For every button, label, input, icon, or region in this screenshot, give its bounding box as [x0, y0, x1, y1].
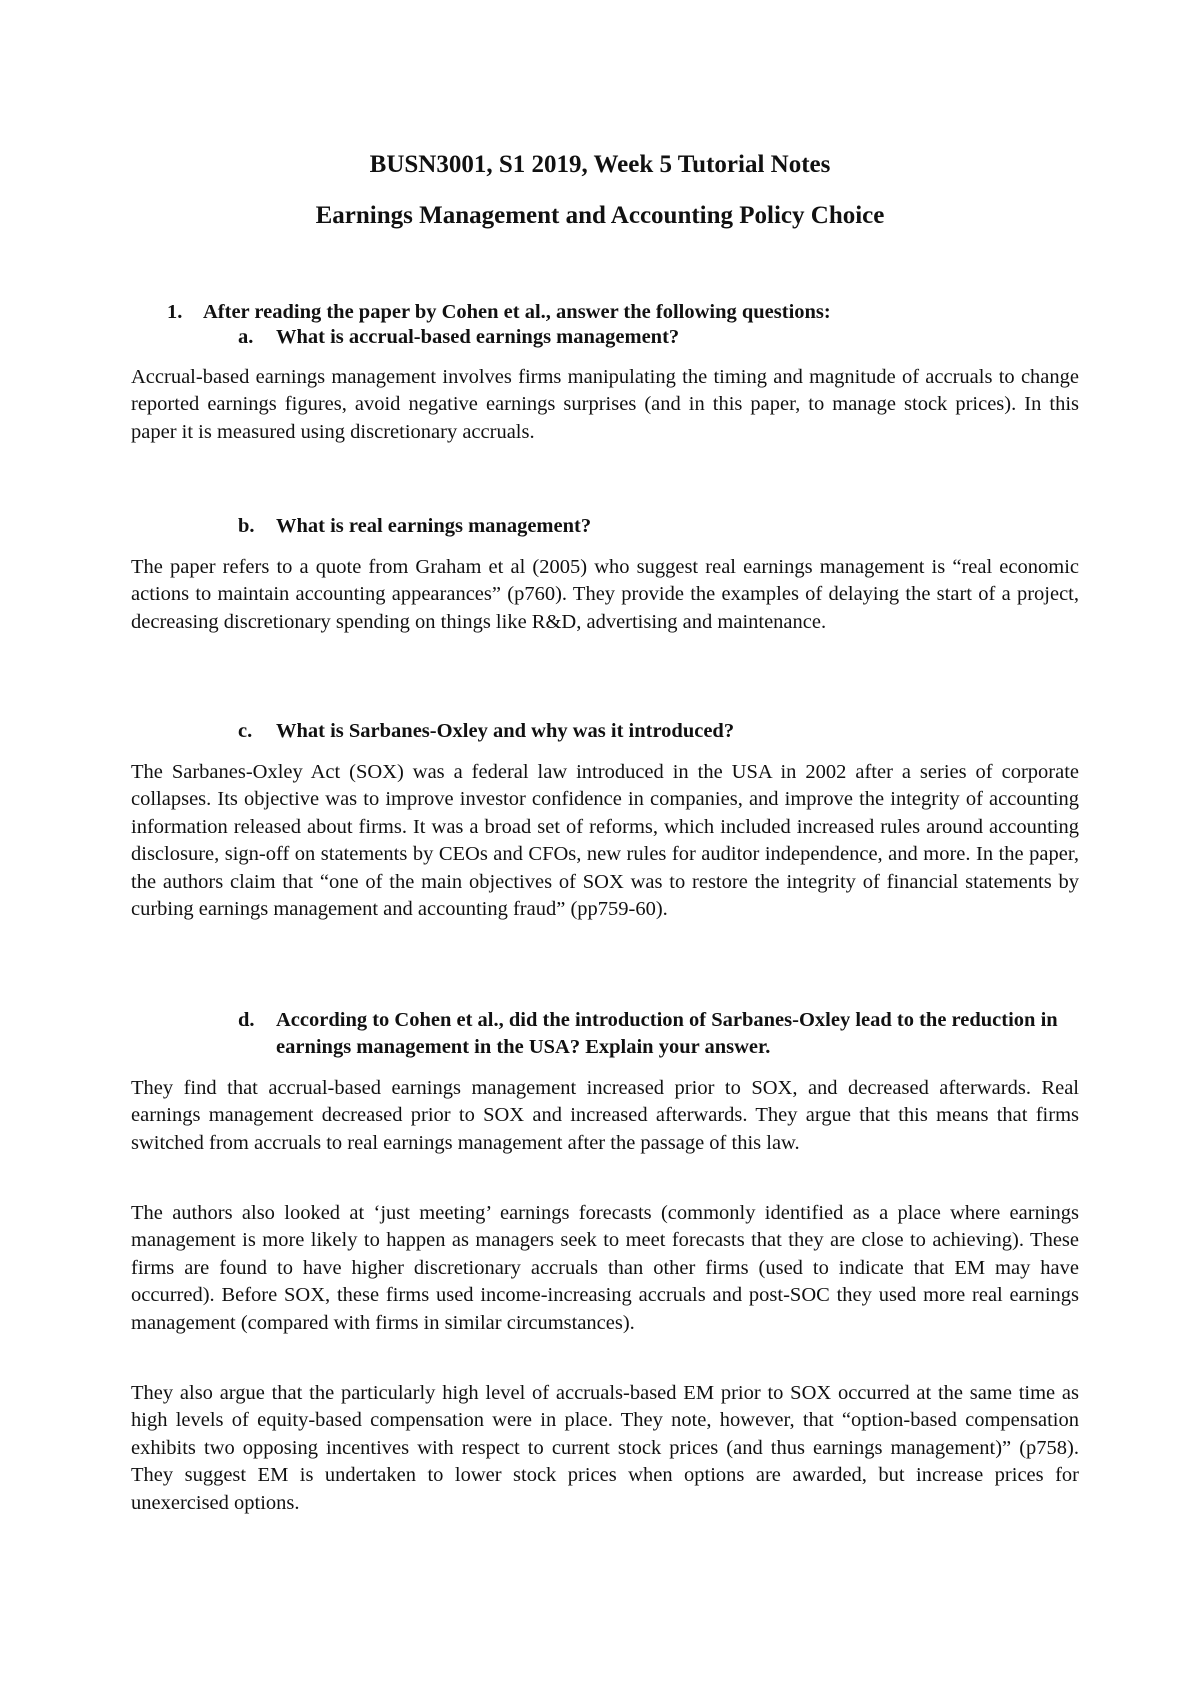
answer-b-paragraph-1: The paper refers to a quote from Graham et al (2005) who suggest real earnings management is “real economic actions to maintain accounting appearances” (p760). They provide the examples of delaying the start of a project, decreasing discretionary spending on things like R&D, advertising and maintenance. [131, 556, 1079, 633]
question-1 [167, 299, 831, 325]
document-title: BUSN3001, S1 2019, Week 5 Tutorial Notes [369, 151, 831, 178]
sub-question-d-letter: d. [238, 1009, 255, 1031]
question-1-number: 1. [167, 301, 183, 323]
document-subtitle: Earnings Management and Accounting Policy Choice [315, 202, 885, 229]
sub-question-c-text: What is Sarbanes-Oxley and why was it introduced? [276, 720, 735, 742]
answer-d-paragraph-1: They find that accrual-based earnings management increased prior to SOX, and decreased afterwards. Real earnings management decreased prior to SOX and increased afterwards. They argue that this means that firms switched from accruals to real earnings management after the passage of this law. [131, 1077, 1079, 1154]
sub-question-b-letter: b. [238, 515, 255, 537]
answer-a-paragraph-1: Accrual-based earnings management involves firms manipulating the timing and magnitude of accruals to change reported earnings figures, avoid negative earnings surprises (and in this paper, to manage stock prices). In this paper it is measured using discretionary accruals. [131, 366, 1079, 443]
sub-question-a [238, 324, 1078, 351]
sub-question-b [238, 513, 1078, 540]
sub-question-b-text: What is real earnings management? [276, 515, 592, 537]
answer-d-paragraph-2: The authors also looked at ‘just meeting’ earnings forecasts (commonly identified as a place where earnings management is more likely to happen as managers seek to meet forecasts that they are close to achieving). These firms are found to have higher discretionary accruals than other firms (used to indicate that EM may have occurred). Before SOX, these firms used income-increasing accruals and post-SOC they used more real earnings management (compared with firms in similar circumstances). [131, 1202, 1079, 1334]
answer-d-paragraph-3: They also argue that the particularly high level of accruals-based EM prior to SOX occurred at the same time as high levels of equity-based compensation were in place. They note, however, that “option-based compensation exhibits two opposing incentives with respect to current stock prices (and thus earnings management)” (p758). They suggest EM is undertaken to lower stock prices when options are awarded, but increase prices for unexercised options. [131, 1382, 1079, 1514]
question-1-text: After reading the paper by Cohen et al., answer the following questions: [203, 301, 831, 323]
sub-question-c-letter: c. [238, 720, 253, 742]
sub-question-a-text: What is accrual-based earnings management? [276, 326, 680, 348]
sub-question-d-text: According to Cohen et al., did the introduction of Sarbanes-Oxley lead to the reduction in earnings management in the USA? Explain your answer. [276, 1009, 1058, 1058]
sub-question-c [238, 718, 1078, 745]
answer-c-paragraph-1: The Sarbanes-Oxley Act (SOX) was a federal law introduced in the USA in 2002 after a series of corporate collapses. Its objective was to improve investor confidence in companies, and improve the integrity of accounting information released about firms. It was a broad set of reforms, which included increased rules around accounting disclosure, sign-off on statements by CEOs and CFOs, new rules for auditor independence, and more. In the paper, the authors claim that “one of the main objectives of SOX was to restore the integrity of financial statements by curbing earnings management and accounting fraud” (pp759-60). [131, 761, 1079, 921]
sub-question-a-letter: a. [238, 326, 254, 348]
sub-question-d [238, 1007, 1078, 1061]
